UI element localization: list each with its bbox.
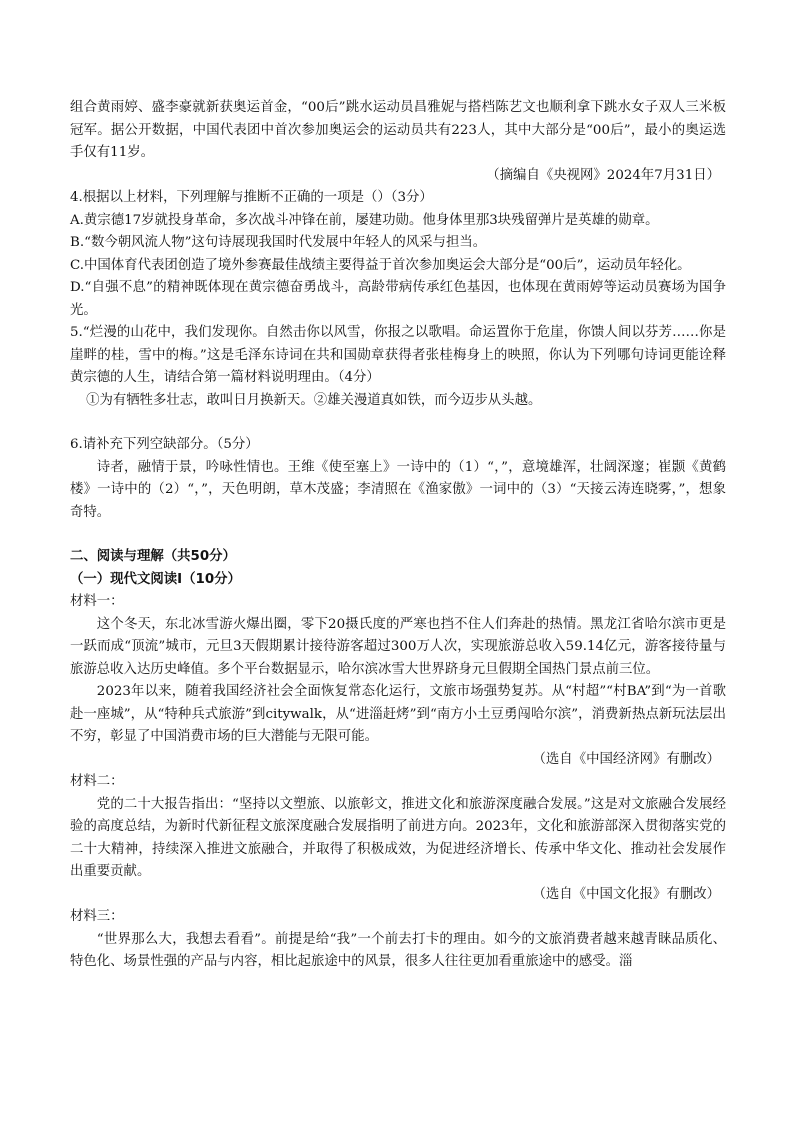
q6-stem: 6.请补充下列空缺部分。（5分） bbox=[70, 437, 259, 452]
q6-body: 诗者，融情于景，吟咏性情也。王维《使至塞上》一诗中的（1）“，”，意境雄浑，壮阔深邃；崔颢《黄鹤楼》一诗中的（2）“，”，天色明朗，草木茂盛；李清照在《渔家傲》一词中的（3）“天接云涛连晓雾，”，想象奇特。 bbox=[70, 459, 726, 520]
q4-option-c: C.中国体育代表团创造了境外参赛最佳战绩主要得益于首次参加奥运会大部分是“00后”，运动员年轻化。 bbox=[70, 257, 691, 273]
top-paragraph: 组合黄雨婷、盛李豪就新获奥运首金，“00后”跳水运动员昌雅妮与搭档陈艺文也顺利拿下跳水女子双人三米板冠军。据公开数据，中国代表团中首次参加奥运会的运动员共有223人，其中大部分是“00后”，最小的奥运选手仅有11岁。 bbox=[70, 100, 726, 160]
section-title: 二、阅读与理解（共50分） bbox=[70, 549, 236, 564]
material-2-source: （选自《中国文化报》有删改） bbox=[532, 886, 720, 902]
q4-option-b: B.“数今朝风流人物”这句诗展现我国时代发展中年轻人的风采与担当。 bbox=[70, 235, 487, 250]
material-2-paragraph-1: 党的二十大报告指出：“坚持以文塑旅、以旅彰文，推进文化和旅游深度融合发展。”这是对文旅融合发展经验的高度总结，为新时代新征程文旅深度融合发展指明了前进方向。2023年，文化和旅游部深入贯彻落实党的二十大精神，持续深入推进文旅融合，并取得了积极成效，为促进经济增长、传承中华文化、推动社会发展作出重要贡献。 bbox=[70, 796, 726, 879]
material-2-label: 材料二： bbox=[70, 774, 124, 789]
q4-option-a: A.黄宗德17岁就投身革命，多次战斗冲锋在前，屡建功勋。他身体里那3块残留弹片是英雄的勋章。 bbox=[70, 212, 659, 228]
q5-options: ①为有牺牲多壮志，敢叫日月换新天。②雄关漫道真如铁，而今迈步从头越。 bbox=[86, 392, 542, 408]
top-source: （摘编自《央视网》2024年7月31日） bbox=[486, 167, 720, 183]
q4-option-d: D.“自强不息”的精神既体现在黄宗德奋勇战斗，高龄带病传承红色基因，也体现在黄雨婷等运动员赛场为国争光。 bbox=[70, 280, 726, 318]
q4-stem: 4.根据以上材料，下列理解与推断不正确的一项是（）（3分） bbox=[70, 190, 433, 205]
subsection-title: （一）现代文阅读Ⅰ（10分） bbox=[70, 571, 241, 587]
q5-stem: 5.“烂漫的山花中，我们发现你。自然击你以风雪，你报之以歌唱。命运置你于危崖，你馈人间以芬芳……你是崖畔的桂，雪中的梅。”这是毛泽东诗词在共和国勋章获得者张桂梅身上的映照，你认为下列哪句诗词更能诠释黄宗德的人生，请结合第一篇材料说明理由。（4分） bbox=[70, 325, 726, 385]
material-3-label: 材料三： bbox=[70, 909, 124, 924]
material-1-paragraph-2: 2023年以来，随着我国经济社会全面恢复常态化运行，文旅市场强势复苏。从“村超”“村BA”到“为一首歌赴一座城”，从“特种兵式旅游”到citywalk，从“进淄赶烤”到“南方小土豆勇闯哈尔滨”，消费新热点新玩法层出不穷，彰显了中国消费市场的巨大潜能与无限可能。 bbox=[70, 684, 726, 744]
document-page bbox=[70, 97, 726, 974]
material-1-source: （选自《中国经济网》有删改） bbox=[532, 751, 720, 767]
material-3-paragraph-1: “世界那么大，我想去看看”。前提是给“我”一个前去打卡的理由。如今的文旅消费者越来越青睐品质化、特色化、场景性强的产品与内容，相比起旅途中的风景，很多人往往更加看重旅途中的感受。淄 bbox=[70, 931, 726, 969]
material-1-label: 材料一： bbox=[70, 594, 124, 609]
material-1-paragraph-1: 这个冬天，东北冰雪游火爆出圈，零下20摄氏度的严寒也挡不住人们奔赴的热情。黑龙江省哈尔滨市更是一跃而成“顶流”城市，元旦3天假期累计接待游客超过300万人次，实现旅游总收入59.14亿元，游客接待量与旅游总收入达历史峰值。多个平台数据显示，哈尔滨冰雪大世界跻身元旦假期全国热门景点前三位。 bbox=[70, 616, 726, 677]
